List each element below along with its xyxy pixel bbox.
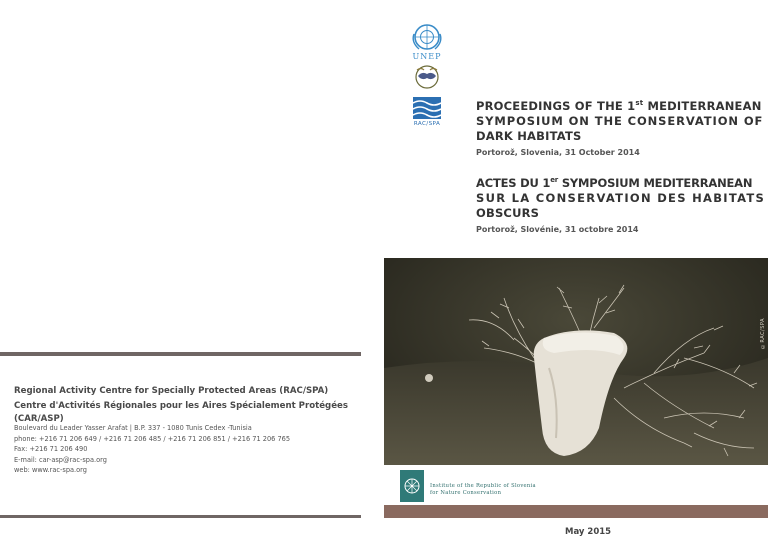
contact-phone: phone: +216 71 206 649 / +216 71 206 485 / +216 71 206 851 / +216 71 206 765	[14, 434, 291, 443]
top-divider	[0, 352, 361, 356]
sponge-coral-illustration	[384, 258, 768, 465]
publication-date: May 2015	[565, 527, 612, 537]
cover-photo	[384, 258, 768, 465]
unep-label: UNEP	[412, 52, 442, 61]
title-en-line2: SYMPOSIUM ON THE CONSERVATION OF	[476, 113, 764, 128]
contact-address: Boulevard du Leader Yasser Arafat | B.P. 337 - 1080 Tunis Cedex -Tunisia	[14, 424, 252, 432]
bottom-divider	[0, 515, 361, 518]
centre-name-fr: Centre d'Activités Régionales pour les Aires Spécialement Protégées (CAR/ASP)	[14, 401, 348, 424]
photo-credit: ©RAC/SPA	[760, 318, 766, 350]
contact-web[interactable]: web: www.rac-spa.org	[14, 466, 87, 474]
institute-emblem-icon	[400, 470, 424, 502]
title-fr-line2: SUR LA CONSERVATION DES HABITATS	[476, 190, 766, 205]
contact-fax: Fax: +216 71 206 490	[14, 445, 88, 453]
centre-name-en: Regional Activity Centre for Specially Protected Areas (RAC/SPA)	[14, 386, 329, 396]
title-en-line1: PROCEEDINGS OF THE 1st MEDITERRANEAN	[476, 98, 762, 113]
racspa-label: RAC/SPA	[413, 121, 441, 127]
unep-logo	[407, 22, 447, 68]
rac-spa-waves-icon	[407, 95, 447, 121]
institute-line2: for Nature Conservation	[430, 490, 502, 496]
subtitle-fr: Portorož, Slovénie, 31 octobre 2014	[476, 224, 639, 234]
institute-logo	[400, 470, 424, 502]
title-en-line3: DARK HABITATS	[476, 128, 582, 143]
title-en	[476, 96, 766, 157]
institute-name	[430, 483, 580, 497]
subtitle-en: Portorož, Slovenia, 31 October 2014	[476, 147, 640, 157]
contact-email[interactable]: E-mail: car-asp@rac-spa.org	[14, 455, 107, 464]
contact-block	[14, 423, 364, 476]
title-fr-line1: ACTES DU 1er SYMPOSIUM MEDITERRANEAN	[476, 175, 753, 190]
title-fr-line3: OBSCURS	[476, 205, 540, 220]
racspa-logo	[407, 95, 447, 133]
mediterranean-action-plan-icon	[407, 64, 447, 90]
institute-line1: Institute of the Republic of Slovenia	[430, 483, 536, 489]
bottom-color-band	[384, 505, 768, 518]
map-logo	[407, 64, 447, 90]
title-fr	[476, 173, 766, 234]
